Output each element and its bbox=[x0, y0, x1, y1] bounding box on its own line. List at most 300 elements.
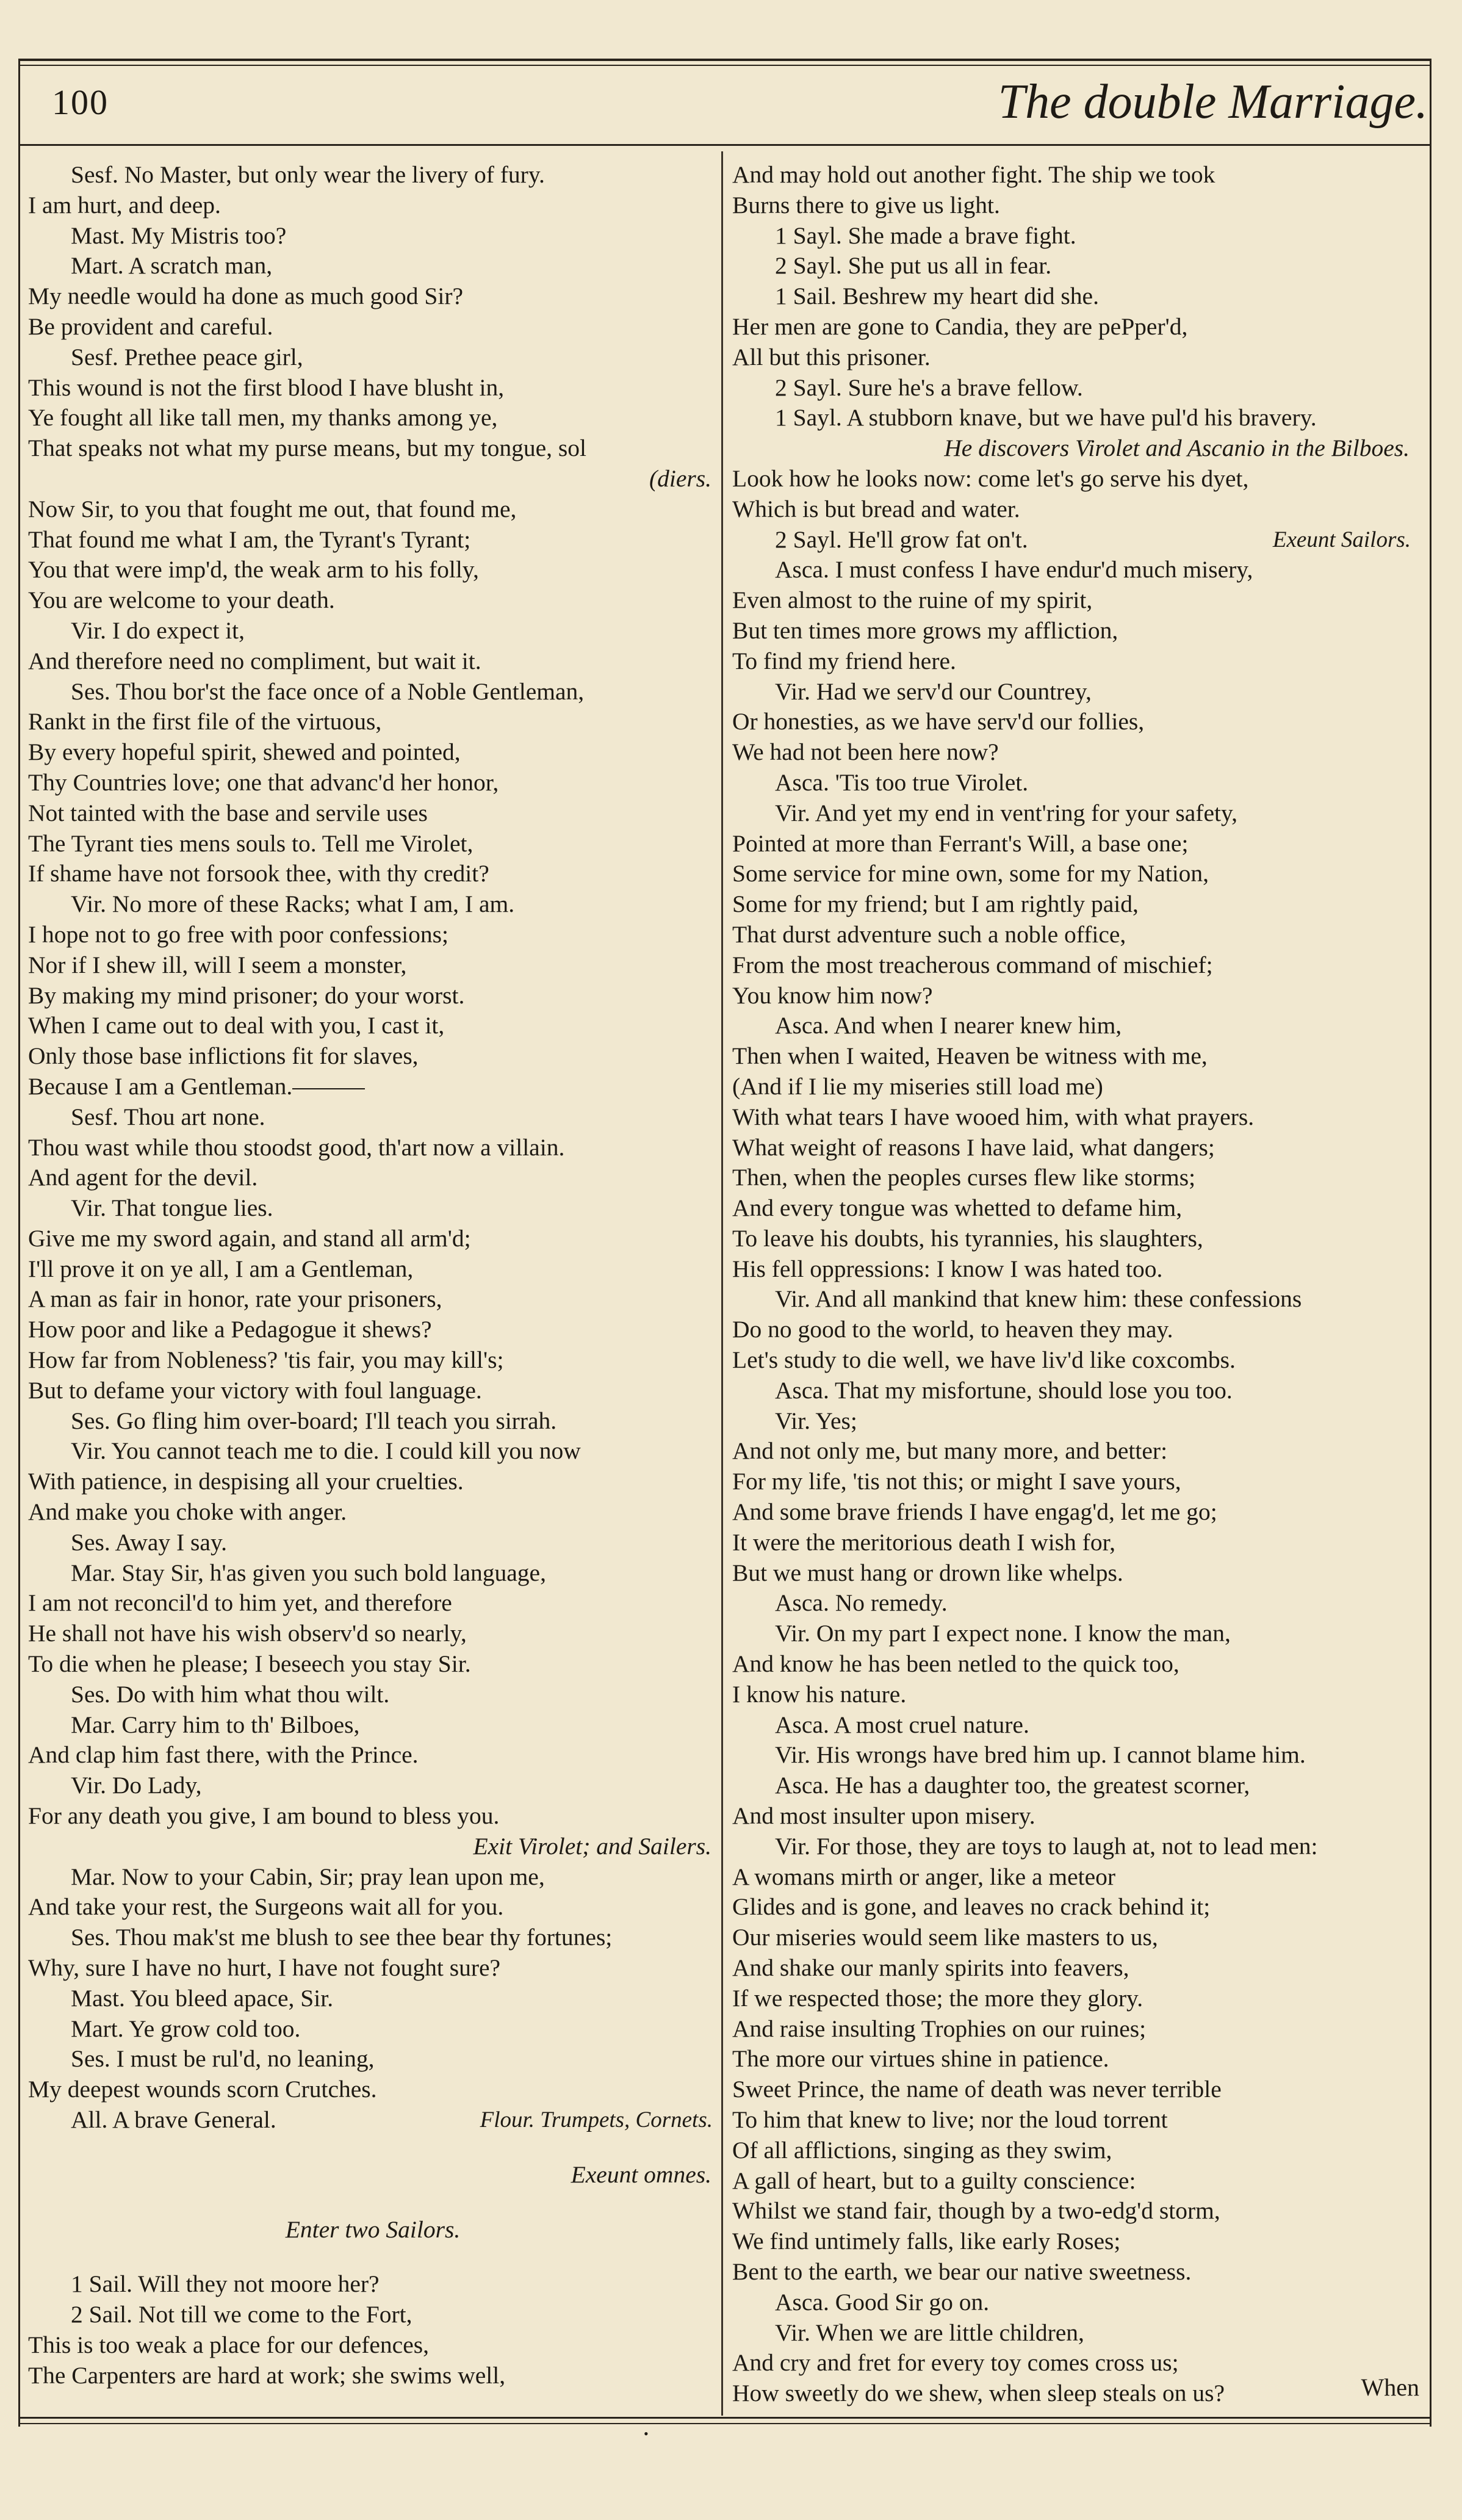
line-text: By every hopeful spirit, shewed and pointed, bbox=[28, 738, 461, 766]
text-line bbox=[732, 1832, 1416, 1862]
line-text: 1 Sail. Beshrew my heart did she. bbox=[775, 283, 1099, 310]
text-line bbox=[732, 1922, 1416, 1953]
text-line bbox=[732, 1801, 1416, 1832]
line-text: My needle would ha done as much good Sir? bbox=[28, 283, 464, 310]
line-text: I hope not to go free with poor confessions; bbox=[28, 920, 448, 948]
line-text: Some for my friend; but I am rightly paid, bbox=[732, 890, 1139, 918]
text-line bbox=[732, 768, 1416, 798]
line-text: The Carpenters are hard at work; she swims well, bbox=[28, 2361, 506, 2389]
line-text: Do no good to the world, to heaven they may. bbox=[732, 1316, 1173, 1343]
text-line bbox=[732, 2226, 1416, 2257]
text-line bbox=[28, 2105, 718, 2136]
line-text: Nor if I shew ill, will I seem a monster, bbox=[28, 951, 407, 978]
line-text: And every tongue was whetted to defame him, bbox=[732, 1194, 1183, 1222]
line-text: Asca. And when I nearer knew him, bbox=[775, 1012, 1122, 1039]
line-text: And not only me, but many more, and better: bbox=[732, 1437, 1168, 1465]
text-line bbox=[28, 1953, 718, 1984]
text-line bbox=[28, 1345, 718, 1376]
line-text: To die when he please; I beseech you stay Sir. bbox=[28, 1650, 471, 1678]
line-text: Bent to the earth, we bear our native sweetness. bbox=[732, 2258, 1192, 2285]
line-text: Asca. 'Tis too true Virolet. bbox=[775, 768, 1029, 796]
line-text: That found me what I am, the Tyrant's Tyrant; bbox=[28, 525, 471, 553]
text-line bbox=[28, 950, 718, 981]
line-text: The Tyrant ties mens souls to. Tell me Virolet, bbox=[28, 829, 474, 857]
line-text: Ses. Go fling him over-board; I'll teach you sirrah. bbox=[71, 1407, 557, 1434]
line-text: We had not been here now? bbox=[732, 738, 999, 766]
text-line bbox=[28, 1497, 718, 1528]
text-line bbox=[28, 1224, 718, 1254]
line-text: Why, sure I have no hurt, I have not fought sure? bbox=[28, 1954, 501, 1982]
text-line bbox=[732, 981, 1416, 1011]
line-text: Then when I waited, Heaven be witness with me, bbox=[732, 1042, 1208, 1070]
text-line bbox=[732, 555, 1416, 585]
text-line bbox=[28, 1284, 718, 1315]
line-text: If we respected those; the more they glory. bbox=[732, 1984, 1143, 2012]
text-line bbox=[28, 555, 718, 585]
text-line bbox=[732, 1680, 1416, 1710]
text-line bbox=[28, 1102, 718, 1133]
line-text: Asca. That my misfortune, should lose you too. bbox=[775, 1376, 1233, 1404]
text-line bbox=[732, 2166, 1416, 2197]
text-line bbox=[732, 1315, 1416, 1345]
line-text: And know he has been netled to the quick too, bbox=[732, 1650, 1179, 1678]
text-line bbox=[732, 2014, 1416, 2045]
text-line bbox=[28, 1771, 718, 1801]
line-text: Burns there to give us light. bbox=[732, 191, 1000, 218]
text-line bbox=[732, 737, 1416, 768]
text-line bbox=[732, 1862, 1416, 1893]
line-text: The more our virtues shine in patience. bbox=[732, 2045, 1109, 2073]
text-line bbox=[732, 677, 1416, 707]
line-text: It were the meritorious death I wish for, bbox=[732, 1528, 1116, 1556]
line-text: Vir. Had we serv'd our Countrey, bbox=[775, 677, 1092, 705]
line-text: Vir. When we are little children, bbox=[775, 2319, 1084, 2346]
line-text: Exit Virolet; and Sailers. bbox=[473, 1832, 711, 1860]
line-text: I know his nature. bbox=[732, 1680, 907, 1708]
line-text: You are welcome to your death. bbox=[28, 587, 335, 614]
line-text: Or honesties, as we have serv'd our follies, bbox=[732, 708, 1145, 735]
text-line bbox=[732, 1406, 1416, 1437]
text-line bbox=[732, 342, 1416, 373]
line-text: You that were imp'd, the weak arm to his folly, bbox=[28, 556, 479, 583]
text-line bbox=[28, 1406, 718, 1437]
line-text: Let's study to die well, we have liv'd like coxcombs. bbox=[732, 1346, 1236, 1374]
text-line bbox=[732, 1771, 1416, 1801]
text-line bbox=[28, 1133, 718, 1163]
text-line bbox=[28, 1740, 718, 1771]
text-line bbox=[28, 1254, 718, 1285]
text-line bbox=[28, 1011, 718, 1041]
text-line bbox=[28, 768, 718, 798]
text-line bbox=[28, 798, 718, 829]
stage-direction bbox=[28, 1832, 718, 1862]
line-text: Thy Countries love; one that advanc'd her honor, bbox=[28, 768, 499, 796]
line-text: A womans mirth or anger, like a meteor bbox=[732, 1863, 1116, 1890]
line-text: Vir. His wrongs have bred him up. I cannot blame him. bbox=[775, 1741, 1306, 1769]
text-line bbox=[28, 1892, 718, 1922]
line-text: 2 Sayl. He'll grow fat on't. bbox=[775, 525, 1028, 553]
text-line bbox=[28, 1984, 718, 2014]
line-text: Sesf. Thou art none. bbox=[71, 1103, 265, 1130]
line-text: When I came out to deal with you, I cast it, bbox=[28, 1012, 445, 1039]
right-border-rule bbox=[1430, 59, 1431, 2427]
line-text: And raise insulting Trophies on our ruines; bbox=[732, 2015, 1147, 2042]
text-line bbox=[732, 1892, 1416, 1922]
text-line bbox=[28, 585, 718, 616]
text-line bbox=[28, 859, 718, 889]
text-line bbox=[732, 1193, 1416, 1224]
text-line bbox=[28, 2300, 718, 2330]
line-text: That durst adventure such a noble office, bbox=[732, 920, 1126, 948]
text-line bbox=[28, 1436, 718, 1467]
page-header bbox=[43, 74, 1428, 135]
line-text: Look how he looks now: come let's go serve his dyet, bbox=[732, 464, 1249, 492]
line-text: Sweet Prince, the name of death was never terrible bbox=[732, 2076, 1222, 2103]
text-line bbox=[732, 829, 1416, 859]
line-text: Exeunt omnes. bbox=[571, 2161, 711, 2188]
text-line bbox=[28, 1376, 718, 1406]
text-line bbox=[28, 1193, 718, 1224]
line-text: This wound is not the first blood I have blusht in, bbox=[28, 374, 505, 401]
line-text: Vir. On my part I expect none. I know the man, bbox=[775, 1620, 1231, 1647]
line-text: (And if I lie my miseries still load me) bbox=[732, 1072, 1103, 1100]
column-divider bbox=[721, 151, 723, 2416]
line-text: My deepest wounds scorn Crutches. bbox=[28, 2076, 377, 2103]
text-line bbox=[732, 1467, 1416, 1497]
bottom-border-rule-thin bbox=[18, 2423, 1431, 2424]
text-line bbox=[28, 1619, 718, 1649]
line-text: That speaks not what my purse means, but my tongue, sol bbox=[28, 435, 586, 462]
line-text: And make you choke with anger. bbox=[28, 1498, 347, 1526]
text-line bbox=[732, 1436, 1416, 1467]
text-line bbox=[732, 494, 1416, 525]
line-text: Vir. That tongue lies. bbox=[71, 1194, 273, 1222]
line-text: And some brave friends I have engag'd, let me go; bbox=[732, 1498, 1217, 1526]
text-line bbox=[28, 1163, 718, 1193]
text-line bbox=[732, 1133, 1416, 1163]
text-line bbox=[732, 616, 1416, 646]
text-line bbox=[732, 2105, 1416, 2136]
line-text: This is too weak a place for our defences, bbox=[28, 2331, 429, 2358]
line-text: Some service for mine own, some for my Nation, bbox=[732, 860, 1209, 887]
text-line bbox=[28, 1801, 718, 1832]
line-text: But we must hang or drown like whelps. bbox=[732, 1559, 1123, 1586]
line-text: Asca. I must confess I have endur'd much misery, bbox=[775, 556, 1253, 583]
line-text: Vir. For those, they are toys to laugh at, not to lead men: bbox=[775, 1832, 1318, 1860]
text-line bbox=[732, 2136, 1416, 2166]
stage-direction bbox=[28, 464, 718, 494]
text-line bbox=[732, 2287, 1416, 2318]
text-line bbox=[28, 190, 718, 221]
left-text-column bbox=[28, 160, 718, 2391]
line-text: I am hurt, and deep. bbox=[28, 191, 221, 218]
text-line bbox=[28, 1467, 718, 1497]
line-text: Ses. Away I say. bbox=[71, 1528, 228, 1556]
line-text: I'll prove it on ye all, I am a Gentleman, bbox=[28, 1255, 414, 1282]
text-line bbox=[28, 889, 718, 920]
text-line bbox=[28, 373, 718, 403]
line-text: 1 Sail. Will they not moore her? bbox=[71, 2270, 380, 2298]
text-line bbox=[732, 1376, 1416, 1406]
top-border-rule-thin bbox=[18, 65, 1431, 66]
line-text: Mar. Carry him to th' Bilboes, bbox=[71, 1711, 360, 1738]
line-text: Ses. Thou bor'st the face once of a Noble Gentleman, bbox=[71, 677, 585, 705]
scene-heading bbox=[28, 2215, 718, 2245]
line-text: Vir. No more of these Racks; what I am, I am. bbox=[71, 890, 515, 918]
line-text: Ses. Do with him what thou wilt. bbox=[71, 1680, 390, 1708]
text-line bbox=[732, 2074, 1416, 2105]
line-text: And therefore need no compliment, but wait it. bbox=[28, 647, 481, 674]
line-text: With what tears I have wooed him, with what prayers. bbox=[732, 1103, 1255, 1130]
text-line bbox=[732, 2348, 1416, 2378]
line-text: Ye fought all like tall men, my thanks among ye, bbox=[28, 404, 498, 431]
text-line bbox=[28, 981, 718, 1011]
line-text: With patience, in despising all your cruelties. bbox=[28, 1468, 464, 1495]
line-text: We find untimely falls, like early Roses; bbox=[732, 2228, 1121, 2255]
text-line bbox=[28, 1710, 718, 1741]
text-line bbox=[732, 221, 1416, 251]
line-text: You know him now? bbox=[732, 981, 933, 1009]
text-line bbox=[732, 190, 1416, 221]
catchword: When bbox=[1361, 2374, 1419, 2401]
left-border-rule bbox=[18, 59, 20, 2427]
text-line bbox=[732, 1072, 1416, 1102]
text-line bbox=[28, 2361, 718, 2391]
line-text: Vir. And all mankind that knew him: these confessions bbox=[775, 1285, 1302, 1313]
running-title: The double Marriage. bbox=[998, 75, 1428, 129]
text-line bbox=[732, 403, 1416, 433]
line-text: For any death you give, I am bound to bless you. bbox=[28, 1802, 500, 1830]
text-line bbox=[28, 403, 718, 433]
line-text: 1 Sayl. She made a brave fight. bbox=[775, 222, 1076, 249]
line-text: Vir. Do Lady, bbox=[71, 1772, 202, 1799]
line-text: By making my mind prisoner; do your worst. bbox=[28, 981, 465, 1009]
line-text: Only those base inflictions fit for slaves, bbox=[28, 1042, 419, 1070]
line-text: How poor and like a Pedagogue it shews? bbox=[28, 1316, 432, 1343]
line-text: Our miseries would seem like masters to us, bbox=[732, 1924, 1158, 1951]
text-line bbox=[732, 1984, 1416, 2014]
line-text: I am not reconcil'd to him yet, and therefore bbox=[28, 1589, 452, 1617]
signature-mark: • bbox=[644, 2426, 649, 2441]
text-line bbox=[732, 1710, 1416, 1741]
text-line bbox=[28, 920, 718, 950]
header-rule bbox=[18, 144, 1431, 146]
text-line bbox=[732, 251, 1416, 281]
stage-direction bbox=[732, 433, 1416, 464]
line-text: Ses. Thou mak'st me blush to see thee bear thy fortunes; bbox=[71, 1924, 613, 1951]
line-text: How far from Nobleness? 'tis fair, you may kill's; bbox=[28, 1346, 504, 1374]
text-line bbox=[28, 646, 718, 677]
line-text: Asca. Good Sir go on. bbox=[775, 2288, 990, 2316]
line-text: Asca. He has a daughter too, the greatest scorner, bbox=[775, 1772, 1250, 1799]
text-line bbox=[732, 1558, 1416, 1589]
line-text: Because I am a Gentleman.——— bbox=[28, 1072, 365, 1100]
text-line bbox=[28, 2014, 718, 2045]
text-line bbox=[28, 677, 718, 707]
line-text: (diers. bbox=[649, 464, 711, 492]
text-line bbox=[28, 1528, 718, 1558]
text-line bbox=[732, 373, 1416, 403]
line-text: Of all afflictions, singing as they swim, bbox=[732, 2136, 1112, 2164]
text-line bbox=[28, 2044, 718, 2074]
text-line bbox=[732, 2257, 1416, 2287]
line-text: Be provident and careful. bbox=[28, 312, 273, 340]
text-line bbox=[28, 1680, 718, 1710]
line-text: Which is but bread and water. bbox=[732, 495, 1020, 522]
line-text: But to defame your victory with foul language. bbox=[28, 1376, 482, 1404]
text-line bbox=[28, 2190, 718, 2215]
line-text: Vir. Yes; bbox=[775, 1407, 857, 1434]
line-text: 2 Sayl. Sure he's a brave fellow. bbox=[775, 374, 1083, 401]
line-text: And shake our manly spirits into feavers, bbox=[732, 1954, 1129, 1982]
text-line bbox=[28, 312, 718, 342]
line-text: Mar. Stay Sir, h'as given you such bold language, bbox=[71, 1559, 546, 1586]
text-line bbox=[28, 829, 718, 859]
text-line bbox=[732, 1224, 1416, 1254]
line-text: Vir. And yet my end in vent'ring for your safety, bbox=[775, 799, 1238, 826]
line-text: From the most treacherous command of mischief; bbox=[732, 951, 1213, 978]
line-text: He shall not have his wish observ'd so nearly, bbox=[28, 1620, 467, 1647]
text-line bbox=[732, 2378, 1416, 2409]
text-line bbox=[732, 1345, 1416, 1376]
line-text: Whilst we stand fair, though by a two-edg'd storm, bbox=[732, 2197, 1220, 2225]
text-line bbox=[28, 1588, 718, 1619]
line-text: His fell oppressions: I know I was hated too. bbox=[732, 1255, 1163, 1282]
text-line bbox=[732, 1284, 1416, 1315]
line-text: Then, when the peoples curses flew like storms; bbox=[732, 1164, 1196, 1191]
text-line bbox=[732, 1011, 1416, 1041]
line-text: How sweetly do we shew, when sleep steals on us? bbox=[732, 2380, 1225, 2407]
text-line bbox=[732, 1041, 1416, 1072]
line-text: Ses. I must be rul'd, no leaning, bbox=[71, 2045, 375, 2073]
line-text: Mast. You bleed apace, Sir. bbox=[71, 1984, 334, 2012]
text-line bbox=[28, 1315, 718, 1345]
text-line bbox=[28, 2330, 718, 2361]
text-line bbox=[732, 2318, 1416, 2349]
text-line bbox=[28, 281, 718, 312]
text-line bbox=[732, 2196, 1416, 2226]
text-line bbox=[732, 1497, 1416, 1528]
line-text: And most insulter upon misery. bbox=[732, 1802, 1035, 1830]
inline-stage-direction: Exeunt Sailors. bbox=[1272, 527, 1411, 552]
text-line bbox=[28, 2245, 718, 2269]
top-border-rule bbox=[18, 59, 1431, 61]
text-line bbox=[28, 221, 718, 251]
text-line bbox=[28, 160, 718, 190]
text-line bbox=[732, 1163, 1416, 1193]
text-line bbox=[28, 707, 718, 737]
text-line bbox=[732, 1619, 1416, 1649]
line-text: Rankt in the first file of the virtuous, bbox=[28, 708, 382, 735]
line-text: Pointed at more than Ferrant's Will, a base one; bbox=[732, 829, 1189, 857]
right-text-column bbox=[732, 160, 1416, 2409]
stage-direction bbox=[28, 2160, 718, 2190]
text-line bbox=[732, 1649, 1416, 1680]
text-line bbox=[732, 160, 1416, 190]
text-line bbox=[732, 1254, 1416, 1285]
line-text: Give me my sword again, and stand all arm'd; bbox=[28, 1224, 471, 1252]
text-line bbox=[732, 1740, 1416, 1771]
text-line bbox=[732, 281, 1416, 312]
line-text: Asca. A most cruel nature. bbox=[775, 1711, 1029, 1738]
line-text: Thou wast while thou stoodst good, th'art now a villain. bbox=[28, 1133, 565, 1161]
line-text: And may hold out another fight. The ship we took bbox=[732, 161, 1215, 188]
text-line bbox=[28, 525, 718, 555]
text-line bbox=[28, 342, 718, 373]
line-text: And clap him fast there, with the Prince. bbox=[28, 1741, 419, 1769]
text-line bbox=[28, 1072, 718, 1102]
line-text: Sesf. No Master, but only wear the livery of fury. bbox=[71, 161, 545, 188]
line-text: And agent for the devil. bbox=[28, 1164, 258, 1191]
line-text: A man as fair in honor, rate your prisoners, bbox=[28, 1285, 442, 1313]
line-text: To him that knew to live; nor the loud torrent bbox=[732, 2106, 1168, 2133]
text-line bbox=[732, 2044, 1416, 2074]
text-line bbox=[28, 494, 718, 525]
text-line bbox=[28, 2136, 718, 2160]
line-text: Not tainted with the base and servile uses bbox=[28, 799, 428, 826]
text-line bbox=[732, 1102, 1416, 1133]
text-line bbox=[28, 1922, 718, 1953]
line-text: 2 Sail. Not till we come to the Fort, bbox=[71, 2301, 412, 2328]
line-text: What weight of reasons I have laid, what dangers; bbox=[732, 1133, 1215, 1161]
text-line bbox=[28, 1041, 718, 1072]
text-line bbox=[28, 2074, 718, 2105]
bottom-border-rule bbox=[18, 2417, 1431, 2419]
inline-stage-direction: Flour. Trumpets, Cornets. bbox=[480, 2107, 713, 2132]
line-text: Mart. A scratch man, bbox=[71, 252, 273, 280]
line-text: Vir. You cannot teach me to die. I could kill you now bbox=[71, 1437, 581, 1465]
text-line bbox=[28, 1862, 718, 1893]
line-text: Mart. Ye grow cold too. bbox=[71, 2015, 301, 2042]
text-line bbox=[28, 2269, 718, 2300]
line-text: Sesf. Prethee peace girl, bbox=[71, 343, 303, 370]
line-text: A gall of heart, but to a guilty conscience: bbox=[732, 2167, 1136, 2194]
line-text: For my life, 'tis not this; or might I save yours, bbox=[732, 1468, 1181, 1495]
text-line bbox=[732, 707, 1416, 737]
line-text: Now Sir, to you that fought me out, that found me, bbox=[28, 495, 517, 522]
text-line bbox=[732, 798, 1416, 829]
text-line bbox=[732, 1953, 1416, 1984]
line-text: Mar. Now to your Cabin, Sir; pray lean upon me, bbox=[71, 1863, 545, 1890]
text-line bbox=[732, 1528, 1416, 1558]
text-line bbox=[732, 464, 1416, 494]
text-line bbox=[732, 920, 1416, 950]
text-line bbox=[28, 433, 718, 464]
line-text: 1 Sayl. A stubborn knave, but we have pul'd his bravery. bbox=[775, 404, 1317, 431]
line-text: Asca. No remedy. bbox=[775, 1589, 948, 1617]
line-text: Glides and is gone, and leaves no crack behind it; bbox=[732, 1893, 1211, 1921]
line-text: Mast. My Mistris too? bbox=[71, 222, 287, 249]
line-text: All but this prisoner. bbox=[732, 343, 931, 370]
text-line bbox=[732, 525, 1416, 555]
text-line bbox=[28, 737, 718, 768]
line-text: And take your rest, the Surgeons wait all for you. bbox=[28, 1893, 504, 1921]
line-text: To find my friend here. bbox=[732, 647, 956, 674]
text-line bbox=[732, 585, 1416, 616]
text-line bbox=[28, 1649, 718, 1680]
line-text: If shame have not forsook thee, with thy credit? bbox=[28, 860, 489, 887]
text-line bbox=[732, 1588, 1416, 1619]
line-text: He discovers Virolet and Ascanio in the Bilboes. bbox=[944, 435, 1410, 462]
line-text: But ten times more grows my affliction, bbox=[732, 616, 1118, 644]
line-text: Enter two Sailors. bbox=[285, 2215, 461, 2243]
line-text: 2 Sayl. She put us all in fear. bbox=[775, 252, 1052, 280]
text-line bbox=[732, 646, 1416, 677]
text-line bbox=[732, 859, 1416, 889]
line-text: To leave his doubts, his tyrannies, his slaughters, bbox=[732, 1224, 1203, 1252]
text-line bbox=[28, 1558, 718, 1589]
text-line bbox=[28, 251, 718, 281]
